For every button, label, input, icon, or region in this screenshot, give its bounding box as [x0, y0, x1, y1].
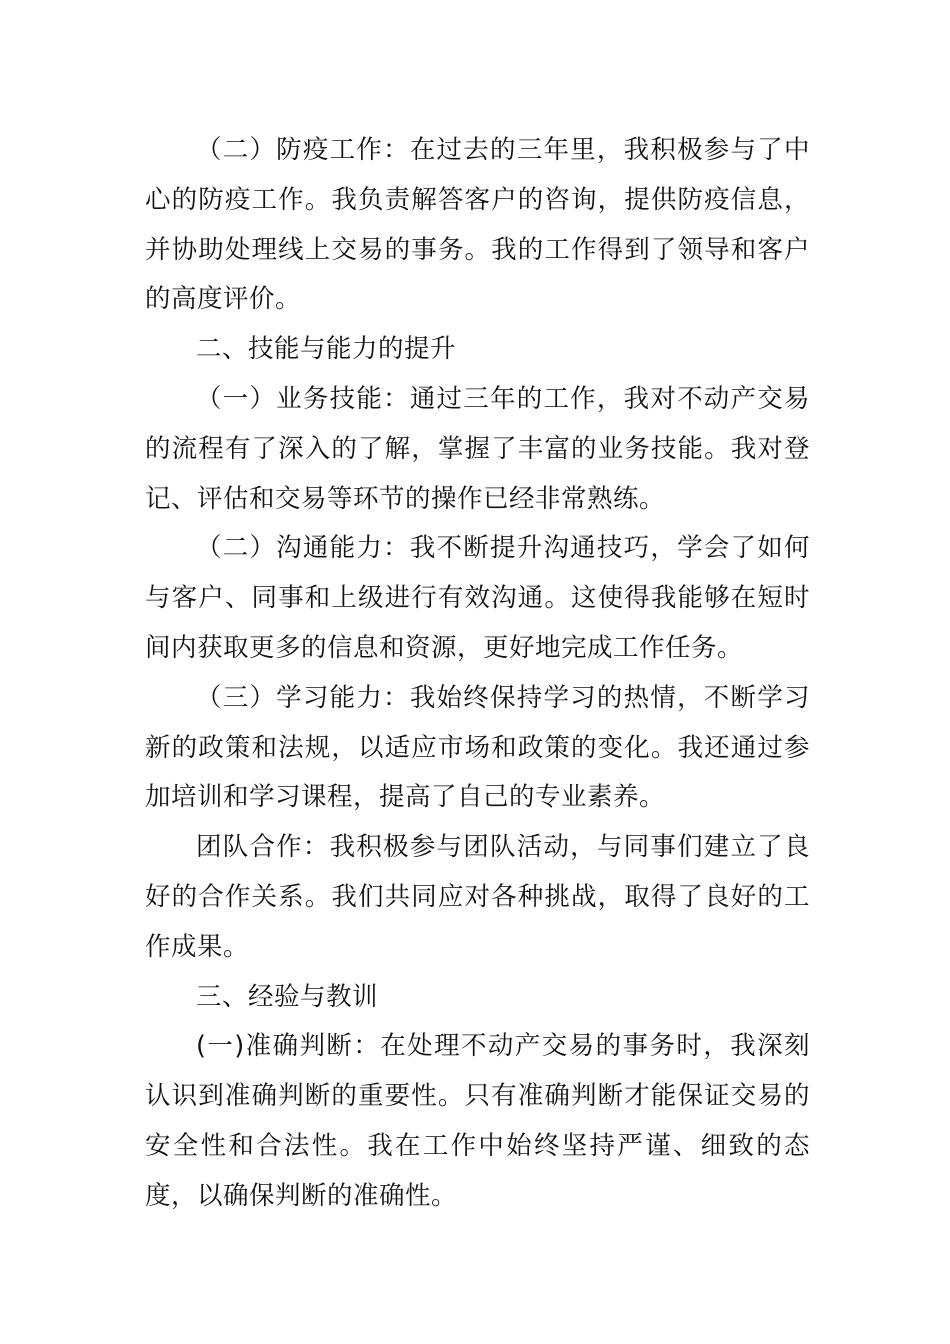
document-body [145, 126, 810, 1222]
paragraph-epidemic-work: （二）防疫工作：在过去的三年里，我积极参与了中心的防疫工作。我负责解答客户的咨询，提供防疫信息，并协助处理线上交易的事务。我的工作得到了领导和客户的高度评价。 [145, 135, 810, 315]
section-heading-experience: 三、经验与教训 [196, 981, 379, 1012]
paragraph-learning: （三）学习能力：我始终保持学习的热情，不断学习新的政策和法规，以适应市场和政策的变化。我还通过参加培训和学习课程，提高了自己的专业素养。 [145, 682, 810, 813]
paragraph-teamwork: 团队合作：我积极参与团队活动，与同事们建立了良好的合作关系。我们共同应对各种挑战，取得了良好的工作成果。 [145, 832, 810, 962]
paragraph-business-skills: （一）业务技能：通过三年的工作，我对不动产交易的流程有了深入的了解，掌握了丰富的业务技能。我对登记、评估和交易等环节的操作已经非常熟练。 [145, 383, 810, 514]
paragraph-judgment: (一)准确判断：在处理不动产交易的事务时，我深刻认识到准确判断的重要性。只有准确判断才能保证交易的安全性和合法性。我在工作中始终坚持严谨、细致的态度，以确保判断的准确性。 [145, 1031, 810, 1211]
paragraph-communication: （二）沟通能力：我不断提升沟通技巧，学会了如何与客户、同事和上级进行有效沟通。这使得我能够在短时间内获取更多的信息和资源，更好地完成工作任务。 [145, 533, 810, 663]
section-heading-skills: 二、技能与能力的提升 [196, 334, 457, 365]
